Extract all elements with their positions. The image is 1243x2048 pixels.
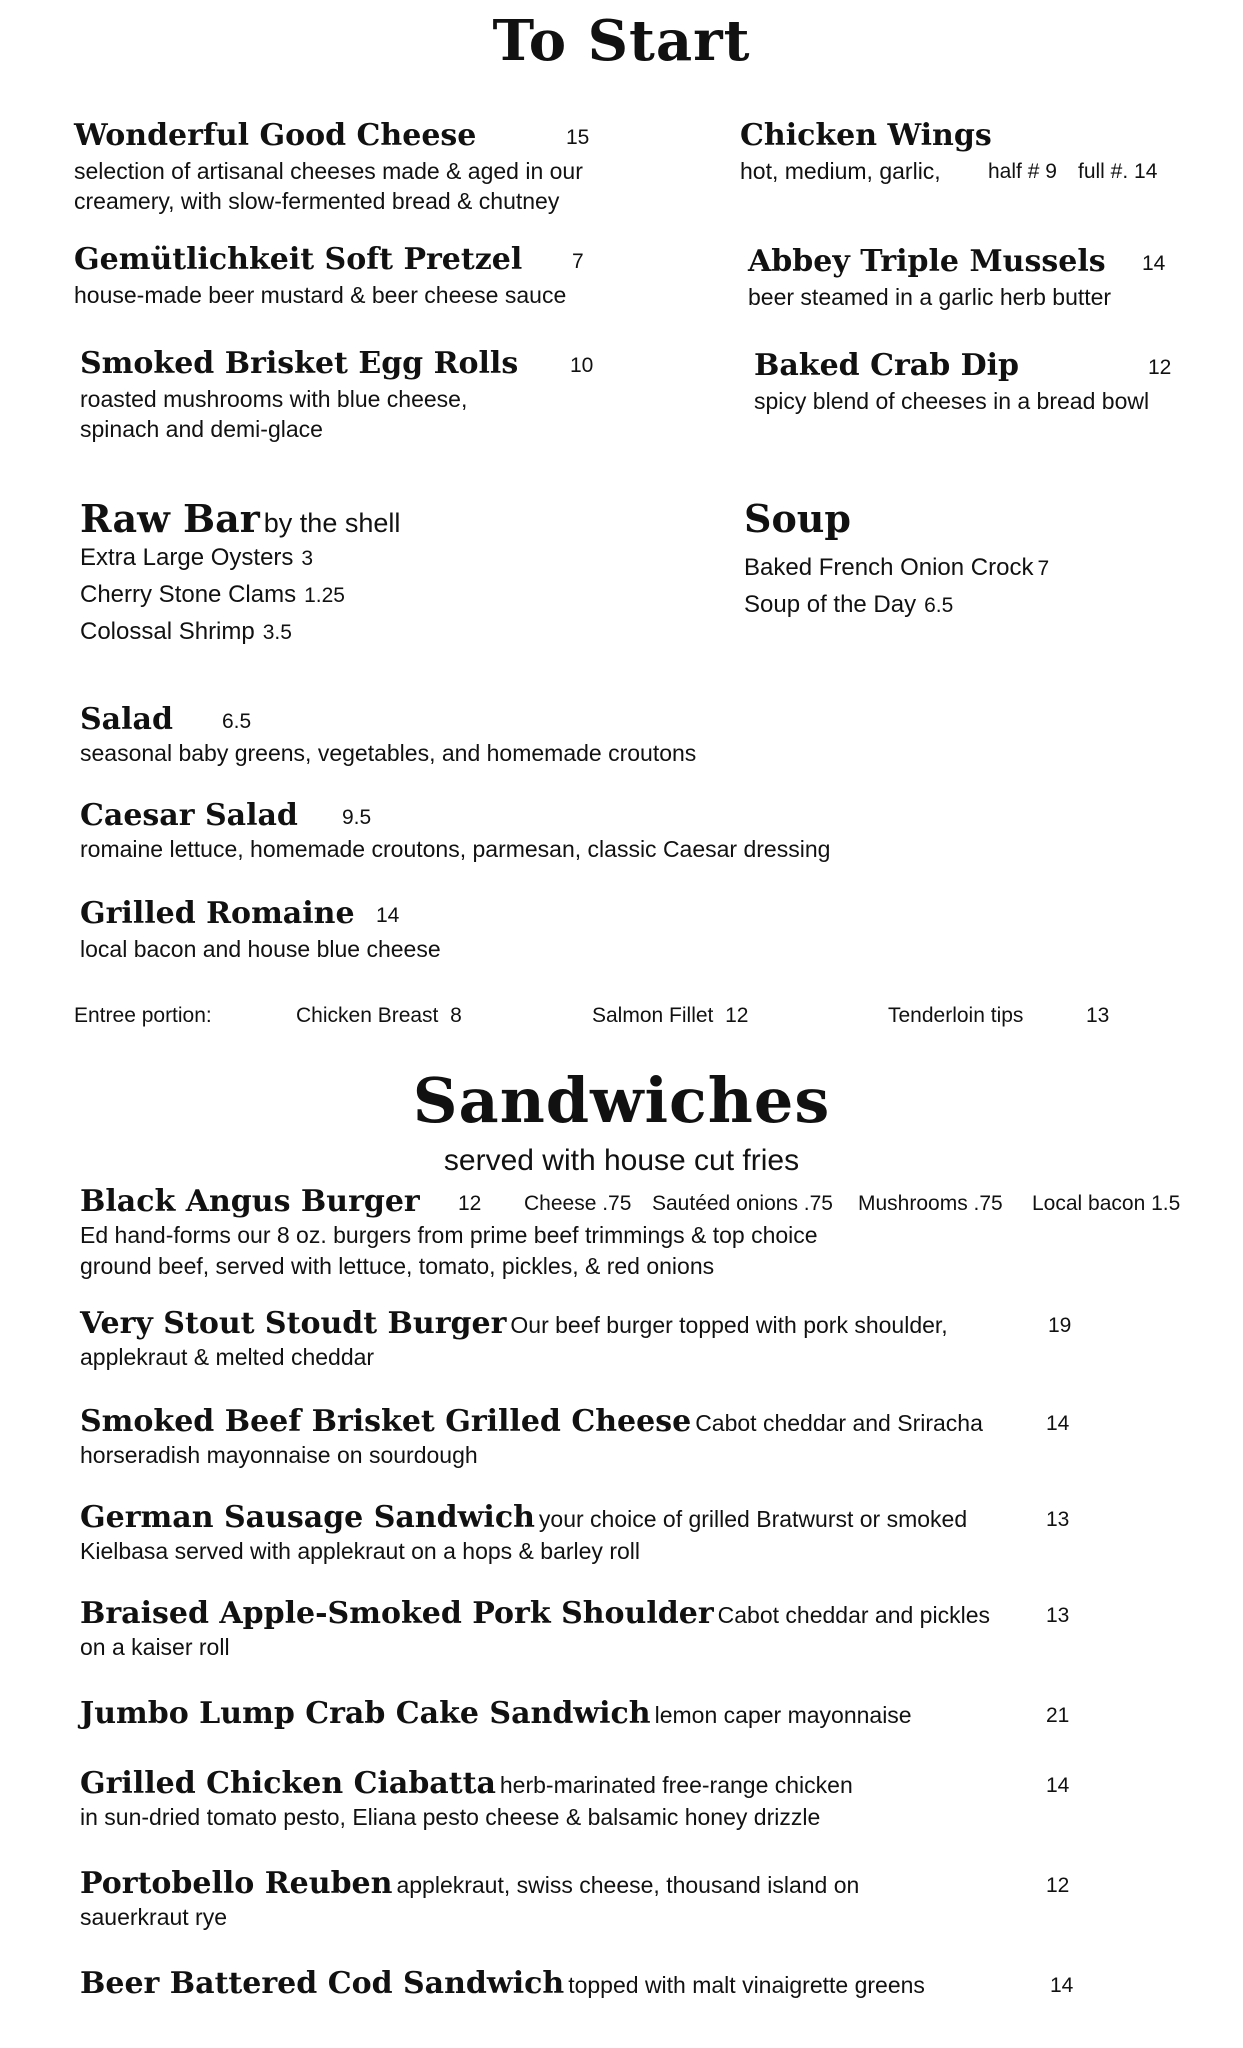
menu-item-description: Cabot cheddar and pickles (717, 1602, 990, 1628)
raw-bar-item (80, 618, 292, 646)
menu-item-price: 6.5 (222, 710, 252, 733)
menu-item-description: lemon caper mayonnaise (654, 1702, 912, 1728)
section-title-soup: Soup (744, 496, 851, 541)
menu-item-description: creamery, with slow-fermented bread & chutney (74, 188, 560, 214)
menu-item-description: your choice of grilled Bratwurst or smoked (538, 1506, 968, 1532)
soup-item-price: 7 (1037, 557, 1050, 580)
menu-item-price: 14 (1046, 1412, 1070, 1435)
entree-portion-label: Entree portion: (74, 1004, 212, 1027)
burger-addon: Local bacon 1.5 (1032, 1192, 1181, 1215)
burger-addon: Sautéed onions .75 (652, 1192, 833, 1215)
menu-item-price: 19 (1048, 1314, 1072, 1337)
entree-portion-price: 12 (725, 1004, 749, 1027)
menu-item-description: seasonal baby greens, vegetables, and homemade croutons (80, 740, 697, 766)
raw-bar-item-price: 1.25 (304, 584, 345, 607)
menu-item-price: 14 (376, 904, 400, 927)
section-title-sandwiches: Sandwiches (412, 1064, 831, 1137)
entree-portion-name: Tenderloin tips (888, 1004, 1024, 1027)
menu-item-name: Abbey Triple Mussels (748, 244, 1106, 279)
menu-item-description: horseradish mayonnaise on sourdough (80, 1442, 478, 1468)
menu-item-name: Wonderful Good Cheese (74, 118, 477, 153)
menu-item-description: beer steamed in a garlic herb butter (748, 284, 1112, 310)
menu-item-price: 13 (1046, 1508, 1070, 1531)
soup-item (744, 591, 953, 619)
sandwich-item (80, 1866, 859, 1901)
menu-item-price: 13 (1046, 1604, 1070, 1627)
menu-item-description: Our beef burger topped with pork shoulder, (510, 1312, 948, 1338)
sandwich-item (80, 1306, 948, 1341)
menu-item-name: Chicken Wings (740, 118, 992, 153)
section-title-raw-bar: Raw Bar (80, 496, 260, 541)
sandwich-item (80, 1696, 912, 1731)
raw-bar-item-price: 3 (301, 547, 314, 570)
sandwich-item (80, 1596, 990, 1631)
raw-bar-item (80, 581, 345, 609)
menu-item-name: Beer Battered Cod Sandwich (80, 1966, 565, 2001)
soup-item-name: Soup of the Day (744, 591, 917, 618)
menu-item-price: 10 (570, 354, 594, 377)
entree-portion-item (592, 1004, 748, 1028)
sandwich-item (80, 1966, 925, 2001)
menu-item-description: hot, medium, garlic, (740, 158, 941, 184)
menu-item-description: spinach and demi-glace (80, 416, 323, 442)
menu-item-description: in sun-dried tomato pesto, Eliana pesto cheese & balsamic honey drizzle (80, 1804, 821, 1830)
raw-bar-item-name: Colossal Shrimp (80, 618, 255, 645)
menu-item-name: Grilled Chicken Ciabatta (80, 1766, 496, 1801)
section-subtitle: by the shell (263, 508, 401, 538)
menu-item-description: herb-marinated free-range chicken (499, 1772, 853, 1798)
menu-item-name: German Sausage Sandwich (80, 1500, 535, 1535)
menu-item-description: roasted mushrooms with blue cheese, (80, 386, 468, 412)
raw-bar-item (80, 544, 313, 572)
soup-item-price: 6.5 (924, 594, 954, 617)
sandwich-item (80, 1766, 853, 1801)
menu-item-option: half # 9 (988, 160, 1057, 183)
burger-addon: Cheese .75 (524, 1192, 632, 1215)
entree-portion-name: Chicken Breast (296, 1004, 439, 1027)
menu-item-price: 21 (1046, 1704, 1070, 1727)
sandwich-item (80, 1500, 967, 1535)
menu-item-description: romaine lettuce, homemade croutons, parmesan, classic Caesar dressing (80, 836, 831, 862)
raw-bar-header (80, 496, 400, 541)
menu-item-description: on a kaiser roll (80, 1634, 230, 1660)
menu-item-name: Salad (80, 702, 173, 737)
menu-item-description: selection of artisanal cheeses made & aged in our (74, 158, 583, 184)
entree-portion-item (888, 1004, 1023, 1028)
menu-item-description: sauerkraut rye (80, 1904, 228, 1930)
raw-bar-item-price: 3.5 (262, 621, 292, 644)
menu-item-name: Smoked Beef Brisket Grilled Cheese (80, 1404, 692, 1439)
menu-item-description: Kielbasa served with applekraut on a hops & barley roll (80, 1538, 640, 1564)
entree-portion-price: 13 (1086, 1004, 1110, 1027)
menu-item-price: 14 (1046, 1774, 1070, 1797)
menu-item-description: topped with malt vinaigrette greens (568, 1972, 925, 1998)
menu-item-price: 7 (572, 250, 584, 273)
soup-item-name: Baked French Onion Crock (744, 554, 1034, 581)
menu-item-description: Cabot cheddar and Sriracha (695, 1410, 983, 1436)
section-title-to-start: To Start (492, 8, 751, 74)
menu-item-description: applekraut, swiss cheese, thousand island on (396, 1872, 860, 1898)
menu-item-price: 14 (1050, 1974, 1074, 1997)
burger-addon: Mushrooms .75 (858, 1192, 1003, 1215)
menu-item-description: spicy blend of cheeses in a bread bowl (754, 388, 1150, 414)
raw-bar-item-name: Cherry Stone Clams (80, 581, 297, 608)
menu-item-description: house-made beer mustard & beer cheese sauce (74, 282, 567, 308)
menu-item-name: Very Stout Stoudt Burger (80, 1306, 507, 1341)
menu-item-name: Portobello Reuben (80, 1866, 393, 1901)
menu-item-description: Ed hand-forms our 8 oz. burgers from prime beef trimmings & top choice (80, 1222, 818, 1248)
menu-item-price: 12 (458, 1192, 482, 1215)
menu-item-price: 15 (566, 126, 590, 149)
menu-item-option: full #. 14 (1078, 160, 1158, 183)
menu-item-name: Gemütlichkeit Soft Pretzel (74, 242, 523, 277)
sandwich-item (80, 1404, 983, 1439)
raw-bar-item-name: Extra Large Oysters (80, 544, 294, 571)
menu-item-description: applekraut & melted cheddar (80, 1344, 375, 1370)
menu-item-description: local bacon and house blue cheese (80, 936, 441, 962)
menu-item-name: Grilled Romaine (80, 896, 355, 931)
entree-portion-item (296, 1004, 462, 1028)
menu-item-name: Black Angus Burger (80, 1184, 420, 1219)
menu-item-price: 9.5 (342, 806, 372, 829)
menu-item-name: Baked Crab Dip (754, 348, 1020, 383)
menu-item-price: 14 (1142, 252, 1166, 275)
section-subtitle: served with house cut fries (443, 1144, 800, 1177)
menu-item-description: ground beef, served with lettuce, tomato, pickles, & red onions (80, 1253, 715, 1279)
soup-item (744, 554, 1049, 582)
menu-item-price: 12 (1046, 1874, 1070, 1897)
menu-item-price: 12 (1148, 356, 1172, 379)
menu-item-name: Jumbo Lump Crab Cake Sandwich (80, 1696, 651, 1731)
menu-item-name: Smoked Brisket Egg Rolls (80, 346, 519, 381)
entree-portion-name: Salmon Fillet (592, 1004, 714, 1027)
menu-item-name: Braised Apple-Smoked Pork Shoulder (80, 1596, 714, 1631)
menu-item-name: Caesar Salad (80, 798, 298, 833)
entree-portion-price: 8 (450, 1004, 462, 1027)
